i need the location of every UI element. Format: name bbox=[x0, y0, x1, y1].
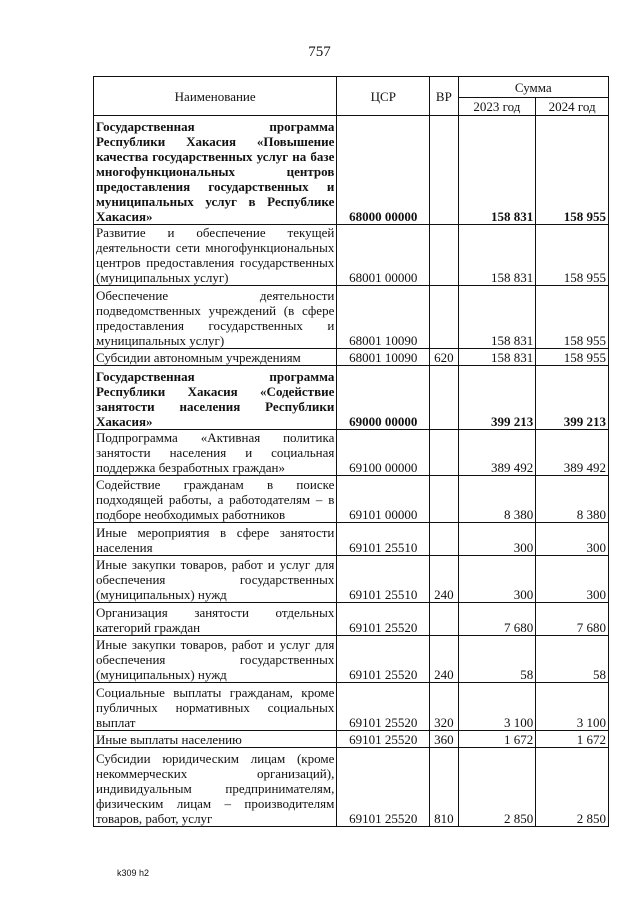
row-2023: 158 831 bbox=[458, 116, 536, 225]
table-row bbox=[94, 476, 609, 523]
row-name: Государственная программа Республики Хакасия «Содействие занятости населения Республики Хакасия» bbox=[94, 366, 337, 430]
table-row bbox=[94, 349, 609, 366]
row-name: Обеспечение деятельности подведомственных учреждений (в сфере предоставления государственных и муниципальных услуг) bbox=[94, 286, 337, 349]
row-2023: 58 bbox=[458, 636, 536, 683]
row-2024: 300 bbox=[536, 523, 609, 556]
row-name: Организация занятости отдельных категорий граждан bbox=[94, 603, 337, 636]
row-2023: 158 831 bbox=[458, 286, 536, 349]
row-vr bbox=[430, 603, 458, 636]
row-name: Подпрограмма «Активная политика занятости населения и социальная поддержка безработных граждан» bbox=[94, 430, 337, 476]
row-csr: 69101 25510 bbox=[337, 523, 430, 556]
header-2024: 2024 год bbox=[536, 98, 609, 116]
row-csr: 68001 10090 bbox=[337, 349, 430, 366]
row-name: Развитие и обеспечение текущей деятельности сети многофункциональных центров предоставления государственных (муниципальных услуг) bbox=[94, 225, 337, 286]
table-header-row bbox=[94, 77, 609, 98]
row-2023: 7 680 bbox=[458, 603, 536, 636]
header-sum: Сумма bbox=[458, 77, 608, 98]
row-2024: 158 955 bbox=[536, 286, 609, 349]
header-vr: ВР bbox=[430, 77, 458, 116]
row-vr bbox=[430, 366, 458, 430]
row-name: Государственная программа Республики Хакасия «Повышение качества государственных услуг на базе многофункциональных центров предоставления государственных и муниципальных услуг в Республике Хакасия» bbox=[94, 116, 337, 225]
row-2023: 3 100 bbox=[458, 683, 536, 731]
row-2024: 389 492 bbox=[536, 430, 609, 476]
row-name: Иные мероприятия в сфере занятости населения bbox=[94, 523, 337, 556]
table-row bbox=[94, 731, 609, 748]
row-csr: 69101 25520 bbox=[337, 683, 430, 731]
row-2023: 300 bbox=[458, 556, 536, 603]
row-csr: 69101 25510 bbox=[337, 556, 430, 603]
row-2024: 3 100 bbox=[536, 683, 609, 731]
row-vr: 620 bbox=[430, 349, 458, 366]
table-row bbox=[94, 636, 609, 683]
table-row bbox=[94, 748, 609, 827]
header-name: Наименование bbox=[94, 77, 337, 116]
row-csr: 69101 25520 bbox=[337, 636, 430, 683]
row-vr bbox=[430, 116, 458, 225]
footer-code: k309 h2 bbox=[117, 868, 150, 878]
row-csr: 69100 00000 bbox=[337, 430, 430, 476]
header-csr: ЦСР bbox=[337, 77, 430, 116]
table-row bbox=[94, 523, 609, 556]
row-name: Содействие гражданам в поиске подходящей работы, а работодателям – в подборе необходимых работников bbox=[94, 476, 337, 523]
row-2024: 158 955 bbox=[536, 116, 609, 225]
row-vr bbox=[430, 476, 458, 523]
row-2023: 399 213 bbox=[458, 366, 536, 430]
row-2023: 1 672 bbox=[458, 731, 536, 748]
row-vr: 320 bbox=[430, 683, 458, 731]
row-name: Иные закупки товаров, работ и услуг для обеспечения государственных (муниципальных) нужд bbox=[94, 556, 337, 603]
row-2024: 7 680 bbox=[536, 603, 609, 636]
row-csr: 69101 25520 bbox=[337, 731, 430, 748]
row-name: Иные закупки товаров, работ и услуг для обеспечения государственных (муниципальных) нужд bbox=[94, 636, 337, 683]
row-csr: 69101 25520 bbox=[337, 748, 430, 827]
row-2024: 2 850 bbox=[536, 748, 609, 827]
row-2024: 158 955 bbox=[536, 225, 609, 286]
page-number: 757 bbox=[308, 44, 331, 60]
row-name: Иные выплаты населению bbox=[94, 731, 337, 748]
row-vr bbox=[430, 225, 458, 286]
table-row bbox=[94, 366, 609, 430]
row-vr bbox=[430, 430, 458, 476]
budget-table bbox=[93, 76, 609, 827]
row-csr: 69000 00000 bbox=[337, 366, 430, 430]
row-csr: 68000 00000 bbox=[337, 116, 430, 225]
table-row bbox=[94, 556, 609, 603]
table-row bbox=[94, 603, 609, 636]
row-2023: 158 831 bbox=[458, 349, 536, 366]
row-csr: 68001 00000 bbox=[337, 225, 430, 286]
row-csr: 68001 10090 bbox=[337, 286, 430, 349]
table-row bbox=[94, 286, 609, 349]
row-vr: 360 bbox=[430, 731, 458, 748]
row-2023: 2 850 bbox=[458, 748, 536, 827]
table-row bbox=[94, 430, 609, 476]
row-2023: 300 bbox=[458, 523, 536, 556]
row-vr bbox=[430, 523, 458, 556]
row-2024: 300 bbox=[536, 556, 609, 603]
table-row bbox=[94, 683, 609, 731]
row-vr bbox=[430, 286, 458, 349]
row-name: Социальные выплаты гражданам, кроме публичных нормативных социальных выплат bbox=[94, 683, 337, 731]
row-2024: 58 bbox=[536, 636, 609, 683]
row-csr: 69101 00000 bbox=[337, 476, 430, 523]
row-2024: 399 213 bbox=[536, 366, 609, 430]
table-row bbox=[94, 225, 609, 286]
row-2024: 158 955 bbox=[536, 349, 609, 366]
table-row bbox=[94, 116, 609, 225]
row-name: Субсидии юридическим лицам (кроме некоммерческих организаций), индивидуальным предпринимателям, физическим лицам – производителям товаров, работ, услуг bbox=[94, 748, 337, 827]
row-vr: 810 bbox=[430, 748, 458, 827]
row-2024: 1 672 bbox=[536, 731, 609, 748]
row-name: Субсидии автономным учреждениям bbox=[94, 349, 337, 366]
row-2023: 389 492 bbox=[458, 430, 536, 476]
row-2023: 8 380 bbox=[458, 476, 536, 523]
row-2024: 8 380 bbox=[536, 476, 609, 523]
row-vr: 240 bbox=[430, 636, 458, 683]
header-2023: 2023 год bbox=[458, 98, 536, 116]
row-vr: 240 bbox=[430, 556, 458, 603]
row-2023: 158 831 bbox=[458, 225, 536, 286]
row-csr: 69101 25520 bbox=[337, 603, 430, 636]
